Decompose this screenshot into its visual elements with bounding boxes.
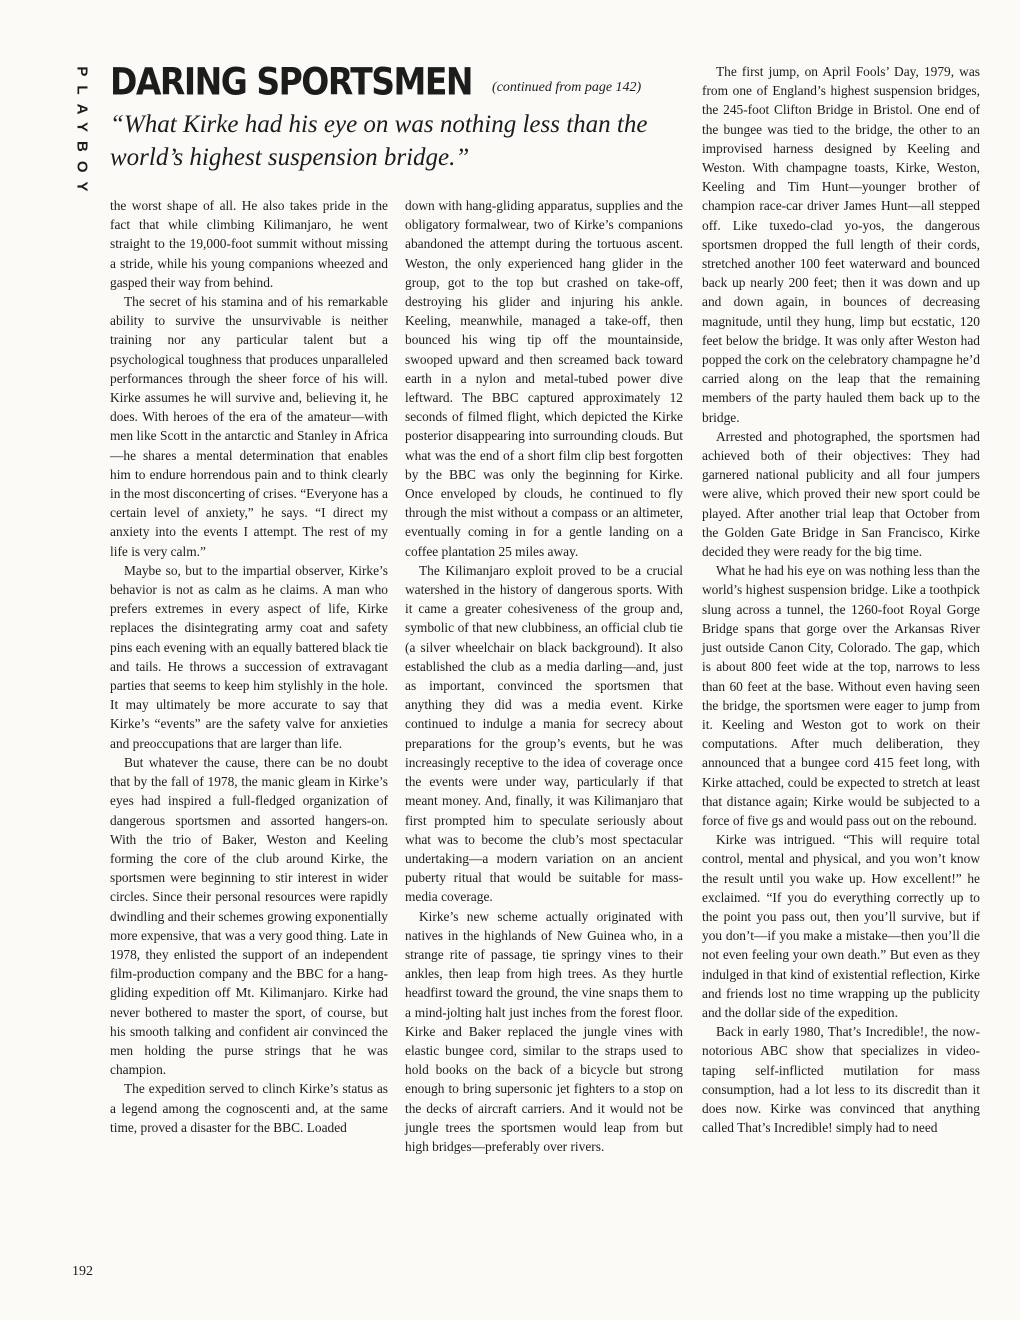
- paragraph: The secret of his stamina and of his remarkable ability to survive the unsurvivable is neither training nor any particular talent but a psychological toughness that produces unparalleled performances through the sheer force of his will. Kirke assumes he will survive and, believing it, he does. With heroes of the era of the amateur—with men like Scott in the antarctic and Stanley in Africa—he shares a mental determination that enables him to endure horrendous pain and to think clearly in the most disconcerting of crises. “Everyone has a certain level of anxiety,” he says. “I direct my anxiety into the events I attempt. The rest of my life is very calm.”: [110, 294, 388, 559]
- column-2: [405, 196, 683, 1156]
- paragraph: down with hang-gliding apparatus, supplies and the obligatory formalwear, two of Kirke’s companions abandoned the attempt during the tortuous ascent. Weston, the only experienced hang glider in the group, got to the top but crashed on take-off, destroying his glider and injuring his ankle. Keeling, meanwhile, managed a take-off, then bounced his wing tip off the mountainside, swooped upward and then screamed back toward earth in a nylon and metal-tubed power dive leftward. The BBC captured approximately 12 seconds of filmed flight, which depicted the Kirke posterior disappearing into surrounding clouds. But what was the end of a short film clip best forgotten by the BBC was only the beginning for Kirke. Once enveloped by clouds, he continued to fly through the mist without a compass or an altimeter, eventually coming in for a gentle landing on a coffee plantation 25 miles away.: [405, 198, 683, 559]
- paragraph: Kirke was intrigued. “This will require total control, mental and physical, and you won’t know the result until you wake up. How excellent!” he exclaimed. “If you do everything correctly up to the point you pass out, then you’ll survive, but if you don’t—if you make a mistake—then you’ll die not even feeling your own death.” But even as they indulged in that kind of existential reflection, Kirke and friends lost no time wrapping up the publicity and the dollar side of the expedition.: [702, 832, 980, 1020]
- paragraph: Arrested and photographed, the sportsmen had achieved both of their objectives: They had garnered national publicity and all four jumpers were alive, which proved their new sport could be played. After another trial leap that October from the Golden Gate Bridge in San Francisco, Kirke decided they were ready for the big time.: [702, 428, 980, 560]
- paragraph: Maybe so, but to the impartial observer, Kirke’s behavior is not as calm as he claims. A man who prefers extremes in every aspect of life, Kirke replaces the disintegrating army coat and safety pins each evening with an equally battered black tie and tails. He throws a succession of extravagant parties that seems to keep him stylishly in the hole. It may ultimately be more accurate to say that Kirke’s “events” are the safety valve for anxieties and preoccupations that are larger than life.: [110, 562, 388, 751]
- column-1: [110, 196, 388, 1137]
- paragraph: Back in early 1980, That’s Incredible!, the now-notorious ABC show that specializes in video-taping self-inflicted mutilation for mass consumption, had a lot less to its discredit than it does now. Kirke was convinced that anything called That’s Incredible! simply had to need: [702, 1024, 980, 1136]
- paragraph: The first jump, on April Fools’ Day, 1979, was from one of England’s highest suspension bridges, the 245-foot Clifton Bridge in Bristol. One end of the bungee was tied to the bridge, the other to an improvised harness designed by Keeling and Weston. With champagne toasts, Kirke, Weston, Keeling and Tim Hunt—younger brother of champion race-car driver James Hunt—all stepped off. Like tuxedo-clad yo-yos, the dangerous sportsmen dropped the full length of their cords, stretched another 100 feet waterward and bounced back up nearly 200 feet; then it was down and up and down again, in bounces of decreasing magnitude, until they hung, limp but ecstatic, 120 feet below the bridge. It was only after Weston had popped the cork on the celebratory champagne he’d carried along on the leap that the remaining members of the party hauled them back up to the bridge.: [702, 64, 980, 425]
- paragraph: The expedition served to clinch Kirke’s status as a legend among the cognoscenti and, at the same time, proved a disaster for the BBC. Loaded: [110, 1081, 388, 1135]
- article-title: DARING SPORTSMEN: [110, 59, 473, 104]
- masthead: [62, 58, 102, 208]
- paragraph: The Kilimanjaro exploit proved to be a crucial watershed in the history of dangerous sports. With it came a greater cohesiveness of the group and, symbolic of that new clubbiness, an official club tie (a silver wheelchair on black background). It also established the club as a media darling—and, just as important, convinced the sportsmen that anything they did was a media event. Kirke continued to indulge a mania for secrecy about preparations for the group’s events, but he was increasingly receptive to the idea of coverage once the events were under way, particularly if that meant money. And, finally, it was Kilimanjaro that first prompted him to speculate seriously about what was to become the club’s most spectacular undertaking—a modern variation on an ancient puberty ritual that would be suitable for mass-media coverage.: [405, 562, 683, 905]
- continued-note: (continued from page 142): [492, 80, 642, 95]
- paragraph: What he had his eye on was nothing less than the world’s highest suspension bridge. Like a toothpick slung across a tunnel, the 1260-foot Royal Gorge Bridge spans that gorge over the Arkansas River just outside Canon City, Colorado. The gap, which is about 800 feet wide at the top, narrows to less than 60 feet at the base. Without even having seen the bridge, the sportsmen were eager to jump from it. Keeling and Weston got to work on their computations. After much deliberation, they announced that a bungee cord 415 feet long, with Kirke attached, could be expected to stretch at least that distance again; Kirke would be subjected to a force of five gs and would pass out on the rebound.: [702, 563, 980, 828]
- paragraph: Kirke’s new scheme actually originated with natives in the highlands of New Guinea who, in a strange rite of passage, tie springy vines to their ankles, then leap from high trees. As they hurtle headfirst toward the ground, the vine snaps them to a mind-jolting halt just inches from the forest floor. Kirke and Baker replaced the jungle vines with elastic bungee cord, similar to the straps used to hold books on the back of a bicycle but strong enough to bring supersonic jet fighters to a stop on the decks of aircraft carriers. And it would not be jungle trees the sportsmen would leap from but high bridges—preferably over rivers.: [405, 908, 683, 1154]
- header: [110, 58, 690, 104]
- masthead-label: PLAYBOY: [73, 65, 91, 201]
- paragraph: But whatever the cause, there can be no doubt that by the fall of 1978, the manic gleam in Kirke’s eyes had inspired a full-fledged organization of dangerous sportsmen and assorted hangers-on. With the trio of Baker, Weston and Keeling forming the core of the club around Kirke, the sportsmen were beginning to stir interest in wider circles. Since their personal resources were rapidly dwindling and their schemes growing exponentially more expensive, that was a very good thing. Late in 1978, they enlisted the support of an independent film-production company and the BBC for a hang-gliding expedition off Mt. Kilimanjaro. Kirke had never bothered to master the sport, of course, but his smooth talking and confident air convinced the men holding the purse strings that he was champion.: [110, 754, 388, 1078]
- page-number: 192: [72, 1264, 93, 1279]
- pull-quote: “What Kirke had his eye on was nothing less than the world’s highest suspension bridge.”: [110, 111, 648, 171]
- column-3: [702, 62, 980, 1137]
- paragraph: the worst shape of all. He also takes pride in the fact that while climbing Kilimanjaro, he went straight to the 19,000-foot summit without missing a stride, while his young companions wheezed and gasped their way from behind.: [110, 198, 388, 290]
